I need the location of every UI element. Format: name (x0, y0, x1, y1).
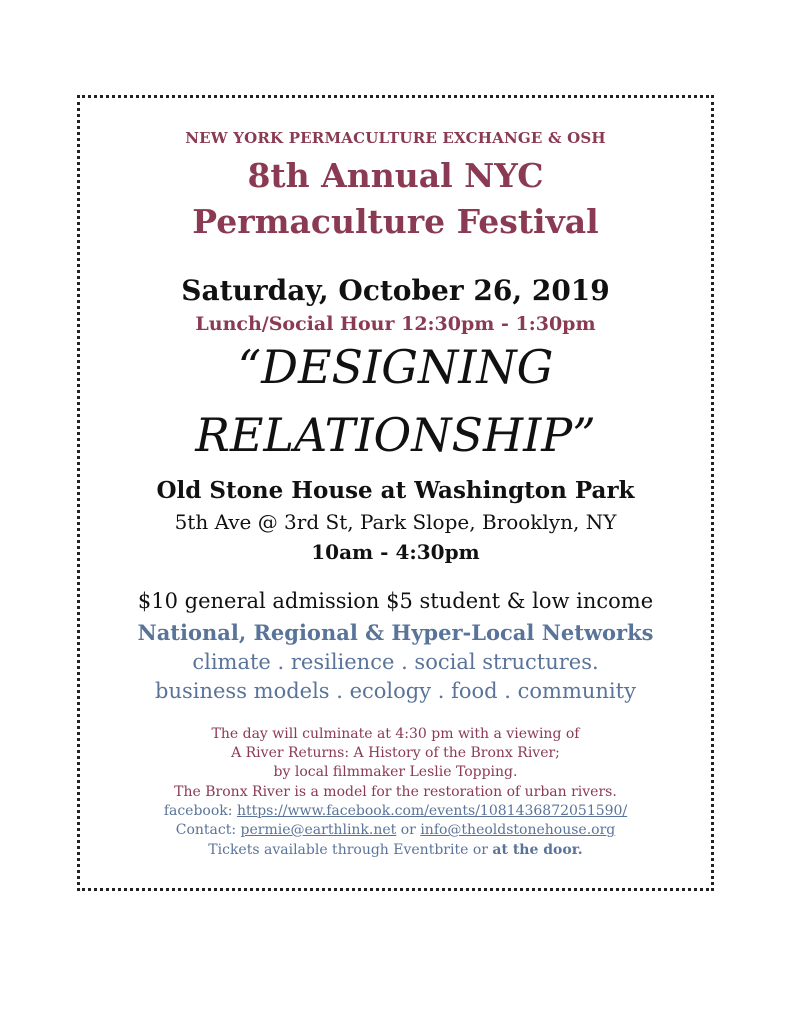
details-line1: The day will culminate at 4:30 pm with a viewing of (211, 726, 580, 742)
event-date: Saturday, October 26, 2019 (181, 274, 610, 307)
contact-email-oldstonehouse-link[interactable]: info@theoldstonehouse.org (420, 822, 616, 838)
tickets-at-door: at the door. (492, 842, 583, 858)
theme-line2: RELATIONSHIP” (195, 408, 596, 462)
tickets-line (0, 842, 791, 858)
topics-line2: business models . ecology . food . community (155, 679, 636, 703)
details-line3: by local filmmaker Leslie Topping. (273, 764, 518, 780)
facebook-line (0, 803, 791, 819)
networks-heading: National, Regional & Hyper-Local Networks (137, 620, 654, 645)
contact-label: Contact: (175, 822, 241, 838)
festival-title-line2: Permaculture Festival (192, 202, 599, 241)
contact-or: or (396, 822, 421, 838)
theme-line1: “DESIGNING (237, 340, 554, 394)
event-hours: 10am - 4:30pm (311, 540, 480, 564)
facebook-label: facebook: (163, 803, 237, 819)
admission-prices: $10 general admission $5 student & low income (137, 589, 654, 613)
contact-email-permie-link[interactable]: permie@earthlink.net (240, 822, 397, 838)
facebook-link[interactable]: https://www.facebook.com/events/1081436872051590/ (236, 803, 628, 819)
organizers-heading: NEW YORK PERMACULTURE EXCHANGE & OSH (185, 129, 606, 147)
venue-name: Old Stone House at Washington Park (156, 477, 635, 504)
details-line2: A River Returns: A History of the Bronx River; (231, 745, 560, 761)
festival-title-line1: 8th Annual NYC (247, 156, 544, 195)
venue-address: 5th Ave @ 3rd St, Park Slope, Brooklyn, NY (174, 510, 617, 534)
topics-line1: climate . resilience . social structures. (192, 650, 599, 674)
details-line4: The Bronx River is a model for the restoration of urban rivers. (174, 784, 617, 800)
lunch-hours: Lunch/Social Hour 12:30pm - 1:30pm (195, 313, 596, 335)
tickets-text: Tickets available through Eventbrite or (208, 842, 493, 858)
contact-line (0, 822, 791, 838)
